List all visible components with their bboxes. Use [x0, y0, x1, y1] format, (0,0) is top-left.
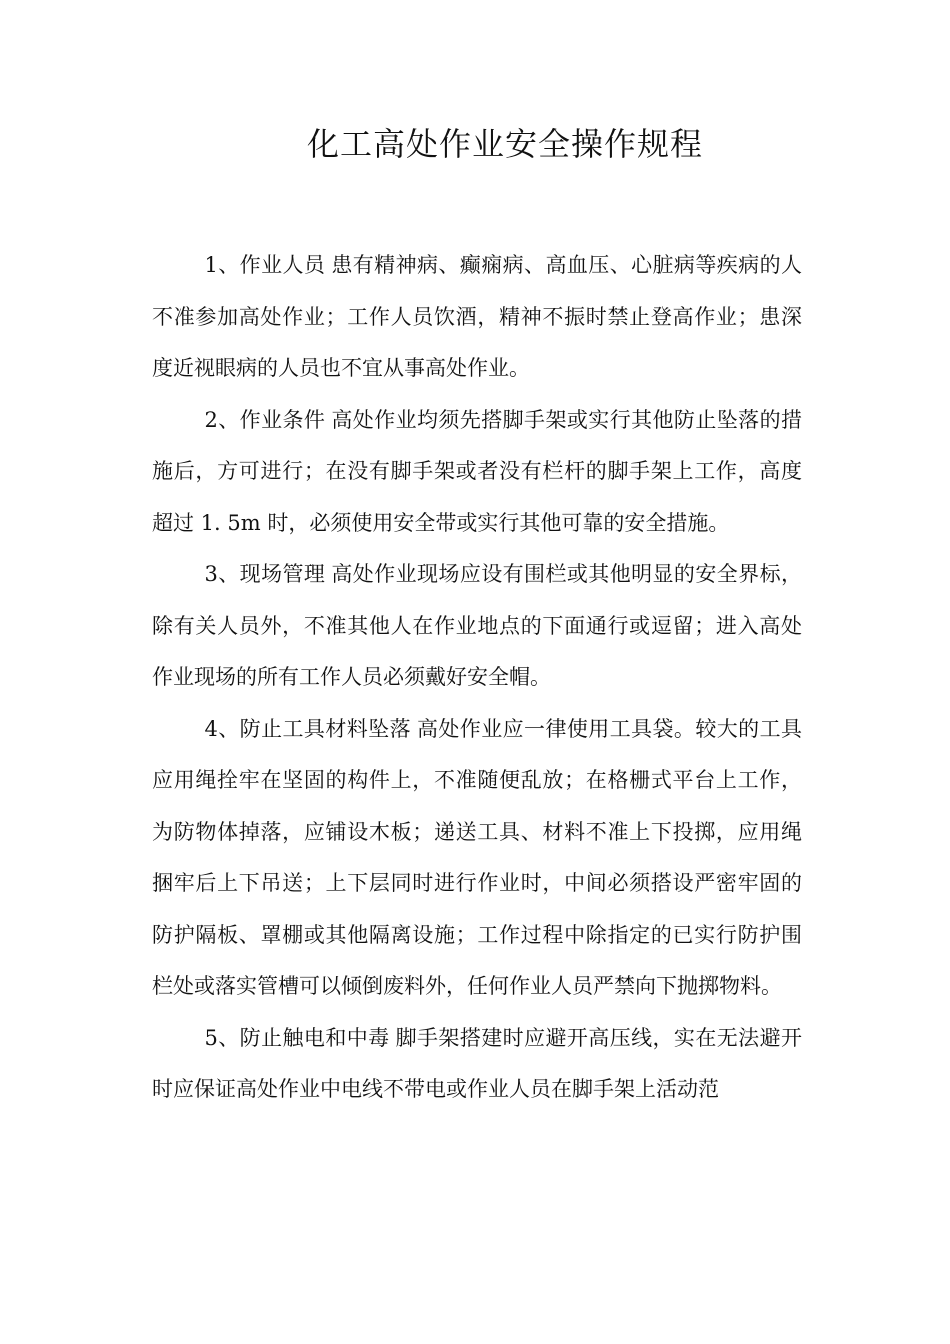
- paragraph-4: [152, 704, 802, 1013]
- document-title: 化工高处作业安全操作规程: [306, 125, 703, 163]
- paragraph-3-text: 高处作业现场应设有围栏或其他明显的安全界标，除有关人员外，不准其他人在作业地点的下面通行或逗留；进入高处作业现场的所有工作人员必须戴好安全帽。: [152, 562, 802, 689]
- paragraph-4-heading: 4、防止工具材料坠落: [204, 716, 411, 741]
- paragraph-2-text: 高处作业均须先搭脚手架或实行其他防止坠落的措施后，方可进行；在没有脚手架或者没有栏杆的脚手架上工作，高度超过 1. 5m 时，必须使用安全带或实行其他可靠的安全措施。: [152, 407, 802, 535]
- paragraph-5: [152, 1013, 802, 1116]
- paragraph-5-heading: 5、防止触电和中毒: [204, 1025, 390, 1050]
- paragraph-2-heading: 2、作业条件: [204, 407, 326, 432]
- paragraph-3: [152, 549, 802, 704]
- paragraph-5-text: 脚手架搭建时应避开高压线，实在无法避开时应保证高处作业中电线不带电或作业人员在脚手架上活动范: [152, 1025, 802, 1101]
- paragraph-4-text: 高处作业应一律使用工具袋。较大的工具应用绳拴牢在坚固的构件上，不准随便乱放；在格栅式平台上工作，为防物体掉落，应铺设木板；递送工具、材料不准上下投掷，应用绳捆牢后上下吊送；上下层同时进行作业时，中间必须搭设严密牢固的防护隔板、罩棚或其他隔离设施；工作过程中除指定的已实行防护围栏处或落实管槽可以倾倒废料外，任何作业人员严禁向下抛掷物料。: [152, 716, 802, 998]
- paragraph-1-heading: 1、作业人员: [204, 253, 326, 277]
- paragraph-1-text: 患有精神病、癫痫病、高血压、心脏病等疾病的人不准参加高处作业；工作人员饮酒，精神不振时禁止登高作业；患深度近视眼病的人员也不宜从事高处作业。: [152, 253, 802, 380]
- paragraph-3-heading: 3、现场管理: [204, 562, 326, 586]
- paragraph-2: [152, 395, 802, 550]
- paragraph-1: [152, 240, 802, 395]
- document-body: [152, 240, 802, 1116]
